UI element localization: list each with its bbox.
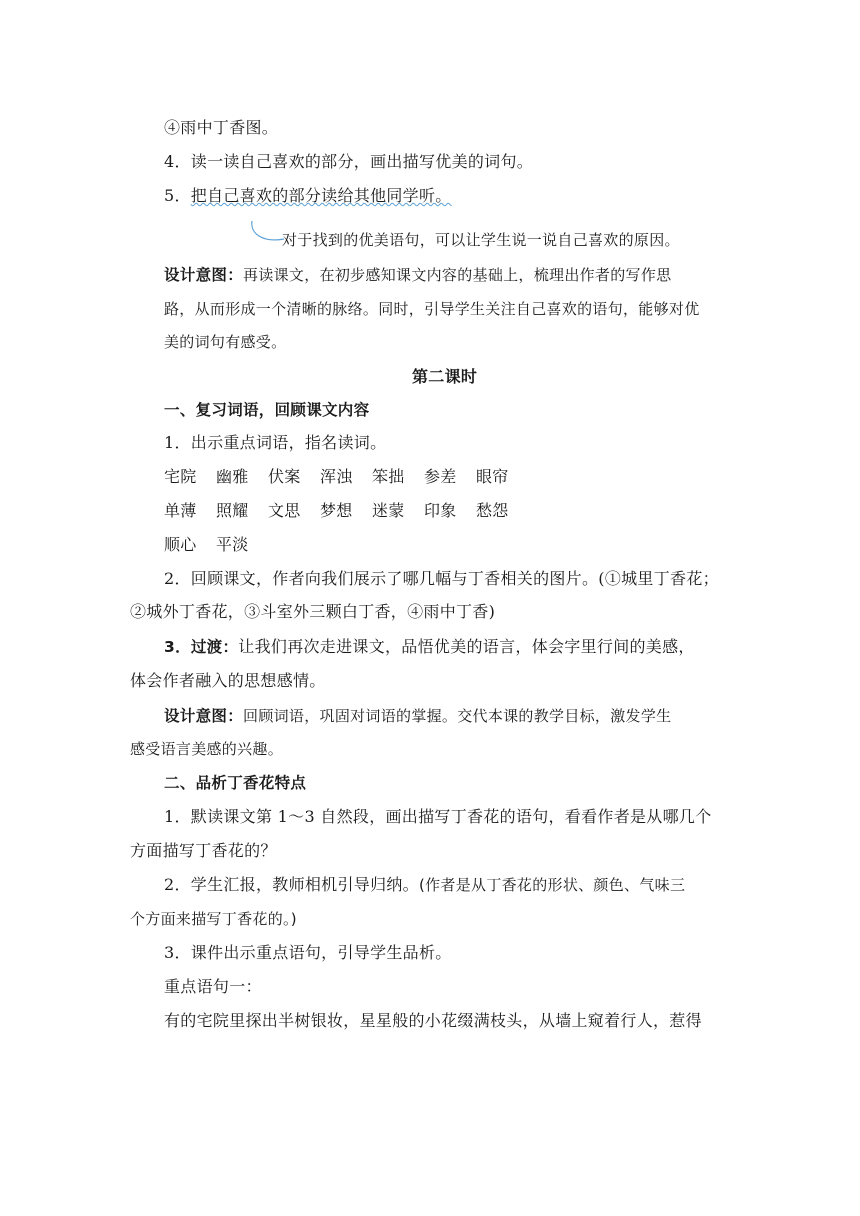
transition-label: 3．过渡： bbox=[164, 638, 239, 656]
design-intent-text: 回顾词语，巩固对词语的掌握。交代本课的教学目标，激发学生 bbox=[243, 707, 672, 725]
vocab-word: 浑浊 bbox=[320, 467, 353, 486]
vocab-word: 愁怨 bbox=[476, 501, 509, 520]
transition-text: 让我们再次走进课文，品悟优美的语言，体会字里行间的美感， bbox=[238, 637, 695, 656]
vocab-word: 伏案 bbox=[268, 467, 301, 486]
word-list-row bbox=[164, 534, 268, 556]
item-number: 5． bbox=[164, 186, 191, 205]
vocab-word: 印象 bbox=[424, 501, 457, 520]
paragraph-line: 2．回顾课文，作者向我们展示了哪几幅与丁香相关的图片。(①城里丁香花； bbox=[164, 569, 719, 588]
paragraph-line: 重点语句一： bbox=[164, 977, 262, 996]
paragraph-line: ②城外丁香花，③斗室外三颗白丁香，④雨中丁香) bbox=[130, 602, 496, 621]
design-intent-text: 感受语言美感的兴趣。 bbox=[130, 740, 284, 758]
vocab-word: 眼帘 bbox=[476, 467, 509, 486]
word-list-row bbox=[164, 500, 528, 522]
paragraph-line bbox=[164, 636, 695, 658]
vocab-word: 迷蒙 bbox=[372, 501, 405, 520]
paragraph-line: 3．课件出示重点语句，引导学生品析。 bbox=[164, 943, 452, 962]
answer-note: 个方面来描写丁香花的。) bbox=[130, 910, 297, 928]
paragraph-line: 1．默读课文第 1～3 自然段，画出描写丁香花的语句，看看作者是从哪几个 bbox=[164, 807, 712, 826]
section-heading: 二、品析丁香花特点 bbox=[164, 774, 307, 792]
vocab-word: 照耀 bbox=[216, 501, 249, 520]
highlighted-text: 把自己喜欢的部分读给其他同学听。 bbox=[190, 186, 452, 205]
answer-note: (作者是从丁香花的形状、颜色、气味三 bbox=[418, 876, 686, 894]
paragraph-line bbox=[164, 185, 452, 207]
design-intent-label: 设计意图： bbox=[164, 266, 244, 284]
vocab-word: 幽雅 bbox=[216, 467, 249, 486]
design-intent-text: 路，从而形成一个清晰的脉络。同时，引导学生关注自己喜欢的语句，能够对优 bbox=[164, 300, 700, 318]
paragraph-line: 1．出示重点词语，指名读词。 bbox=[164, 433, 387, 452]
word-list-row bbox=[164, 466, 528, 488]
design-intent-text: 再读课文，在初步感知课文内容的基础上，梳理出作者的写作思 bbox=[243, 266, 672, 284]
vocab-word: 参差 bbox=[424, 467, 457, 486]
design-intent-line bbox=[164, 705, 671, 727]
paragraph-line: 4．读一读自己喜欢的部分，画出描写优美的词句。 bbox=[164, 152, 534, 171]
design-intent-text: 美的词句有感受。 bbox=[164, 333, 287, 351]
vocab-word: 单薄 bbox=[164, 501, 197, 520]
paragraph-text: 2．学生汇报，教师相机引导归纳。 bbox=[164, 875, 419, 894]
annotation-note: 对于找到的优美语句，可以让学生说一说自己喜欢的原因。 bbox=[282, 231, 680, 249]
vocab-word: 文思 bbox=[268, 501, 301, 520]
paragraph-line: 方面描写丁香花的？ bbox=[130, 841, 277, 860]
lesson-title: 第二课时 bbox=[412, 367, 478, 386]
vocab-word: 平淡 bbox=[216, 535, 249, 554]
quote-line: 有的宅院里探出半树银妆，星星般的小花缀满枝头，从墙上窥着行人，惹得 bbox=[164, 1011, 702, 1030]
vocab-word: 笨拙 bbox=[372, 467, 405, 486]
design-intent-line bbox=[164, 264, 671, 286]
paragraph-line: ④雨中丁香图。 bbox=[164, 118, 279, 137]
section-heading: 一、复习词语，回顾课文内容 bbox=[164, 401, 370, 419]
vocab-word: 顺心 bbox=[164, 535, 197, 554]
design-intent-label: 设计意图： bbox=[164, 707, 244, 725]
vocab-word: 宅院 bbox=[164, 467, 197, 486]
vocab-word: 梦想 bbox=[320, 501, 353, 520]
paragraph-line: 体会作者融入的思想感情。 bbox=[130, 671, 326, 690]
paragraph-line bbox=[164, 874, 685, 896]
